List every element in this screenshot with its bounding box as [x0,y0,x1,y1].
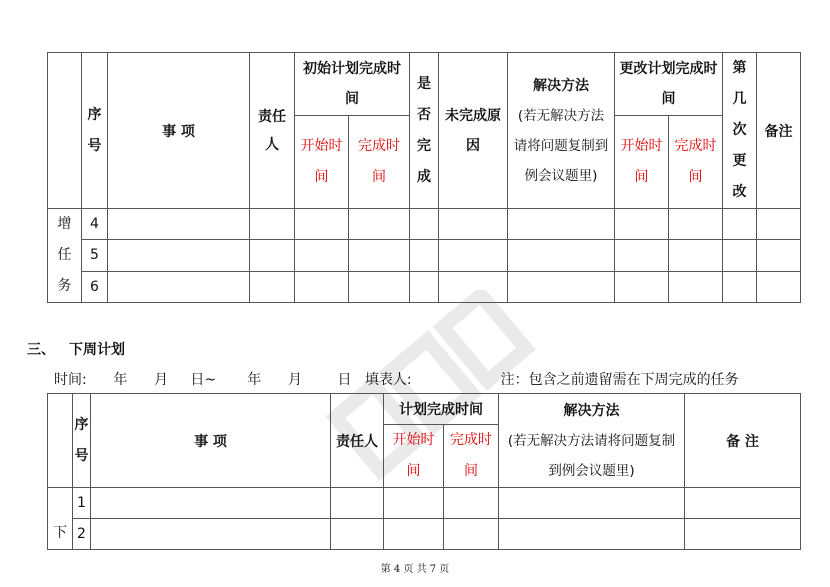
cell[interactable] [444,519,499,550]
cell[interactable] [615,240,669,271]
cell[interactable] [508,271,615,302]
row-seq: 4 [82,209,108,240]
cell[interactable] [723,209,757,240]
solution-header [508,53,615,209]
group-label-cell: 下 [48,488,73,550]
cell[interactable] [295,240,349,271]
cell[interactable] [757,209,801,240]
cell[interactable] [108,240,250,271]
finish-time-header: 完成时间 [444,425,499,488]
cell[interactable] [349,271,410,302]
cell[interactable] [384,488,444,519]
task-table-1 [47,52,801,303]
section-number: 三、 [27,342,55,358]
cell[interactable] [331,488,384,519]
remark-header: 备 注 [685,394,801,488]
change-count-header: 第几次更改 [723,53,757,209]
task-table-2 [47,393,801,550]
cell[interactable] [295,209,349,240]
solution-title: 解决方法 [533,77,589,94]
page-footer: 第 4 页 共 7 页 [380,564,450,575]
section-heading [27,339,125,359]
cell[interactable] [349,209,410,240]
cell[interactable] [669,209,723,240]
cell[interactable] [250,240,295,271]
owner-header: 责任人 [331,394,384,488]
remark-header: 备注 [757,53,801,209]
changed-finish-header: 完成时间 [669,115,723,208]
cell[interactable] [250,209,295,240]
changed-start-header: 开始时间 [615,115,669,208]
cell[interactable] [439,271,508,302]
cell[interactable] [410,271,439,302]
cell[interactable] [615,209,669,240]
cell[interactable] [615,271,669,302]
item-header: 事 项 [91,394,331,488]
cell[interactable] [508,240,615,271]
cell[interactable] [91,519,331,550]
done-header: 是否完成 [410,53,439,209]
cell[interactable] [723,240,757,271]
start-time-header: 开始时间 [384,425,444,488]
group-label-cell: 增任务 [48,209,82,303]
row-seq: 2 [73,519,91,550]
cell[interactable] [757,271,801,302]
cell[interactable] [410,209,439,240]
cell[interactable] [499,519,685,550]
solution-title: 解决方法 [563,402,620,419]
owner-header: 责任人 [250,53,295,209]
cell[interactable] [410,240,439,271]
seq-header: 序号 [73,394,91,488]
cell[interactable] [723,271,757,302]
row-seq: 5 [82,240,108,271]
cell[interactable] [91,488,331,519]
solution-header [499,394,685,488]
cell[interactable] [685,519,801,550]
seq-header: 序号 [82,53,108,209]
reason-header: 未完成原因 [439,53,508,209]
group-header-cell [48,394,73,488]
solution-note: (若无解决方法请将问题复制到例会议题里) [513,107,609,184]
cell[interactable] [669,271,723,302]
cell[interactable] [439,240,508,271]
cell[interactable] [349,240,410,271]
cell[interactable] [439,209,508,240]
changed-plan-header: 更改计划完成时间 [615,53,723,116]
cell[interactable] [384,519,444,550]
cell[interactable] [669,240,723,271]
plan-header: 计划完成时间 [384,394,499,425]
start-time-header: 开始时间 [295,115,349,208]
section-title: 下周计划 [69,342,125,358]
row-seq: 1 [73,488,91,519]
cell[interactable] [508,209,615,240]
cell[interactable] [108,209,250,240]
initial-plan-header: 初始计划完成时间 [295,53,410,116]
cell[interactable] [108,271,250,302]
cell[interactable] [499,488,685,519]
finish-time-header: 完成时间 [349,115,410,208]
group-header-cell [48,53,82,209]
cell[interactable] [444,488,499,519]
item-header: 事 项 [108,53,250,209]
cell[interactable] [250,271,295,302]
cell[interactable] [331,519,384,550]
cell[interactable] [685,488,801,519]
row-seq: 6 [82,271,108,302]
cell[interactable] [757,240,801,271]
cell[interactable] [295,271,349,302]
time-line: 时间: 年 月 日~ 年 月 日 填表人: 注：包含之前遗留需在下周完成的任务 [54,372,739,388]
solution-note: (若无解决方法请将问题复制到例会议题里) [507,432,676,479]
